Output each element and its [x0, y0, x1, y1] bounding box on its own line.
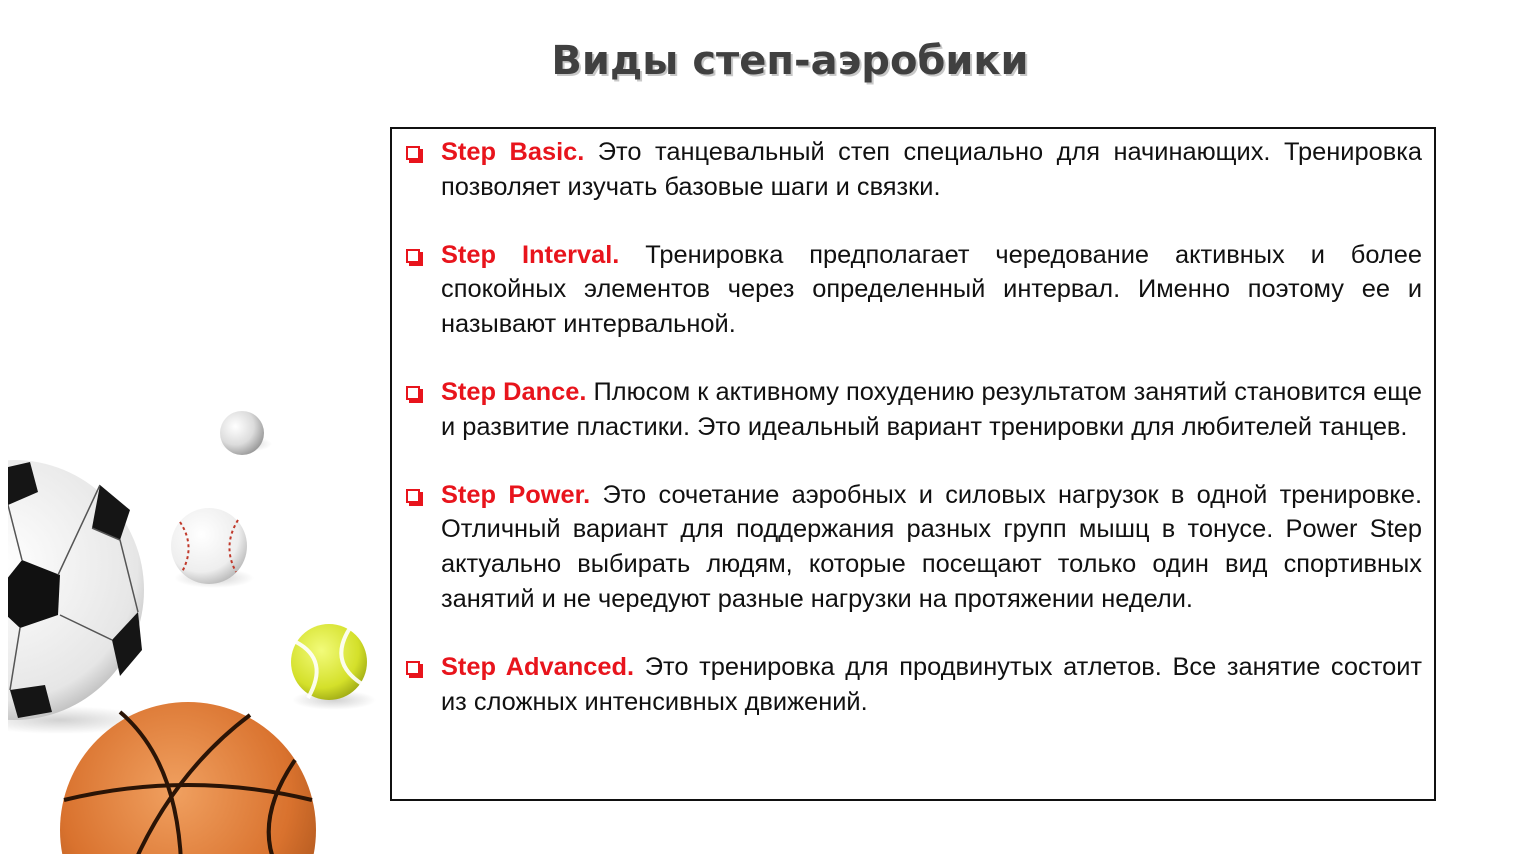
step-term: Step Power. — [441, 480, 603, 509]
checkbox-bullet-icon — [406, 249, 420, 263]
baseball-icon — [171, 508, 254, 588]
step-term: Step Dance. — [441, 377, 594, 406]
tennis-ball-icon — [291, 624, 376, 710]
step-term: Step Advanced. — [441, 652, 645, 681]
step-term: Step Basic. — [441, 138, 598, 166]
list-item — [406, 375, 1422, 445]
list-item — [406, 650, 1422, 720]
step-description: Тренировка предполагает чередование активных и более спокойных элементов через определенный интервал. Именно поэтому ее и называют интервальной. — [441, 240, 1422, 339]
checkbox-bullet-icon — [406, 386, 420, 400]
content-box — [390, 127, 1436, 801]
checkbox-bullet-icon — [406, 661, 420, 675]
step-description: Это сочетание аэробных и силовых нагрузок в одной тренировке. Отличный вариант для поддержания разных групп мышц в тонусе. Power Step актуально выбирать людям, которые посещают только один вид спортивных занятий и не чередуют разные нагрузки на протяжении недели. — [441, 480, 1423, 613]
sports-balls-illustration — [0, 0, 400, 864]
list-item — [406, 135, 1422, 205]
slide-title: Виды степ-аэробики — [551, 38, 1029, 84]
soccer-ball-icon — [0, 460, 150, 734]
step-description: Это тренировка для продвинутых атлетов. Все занятие состоит из сложных интенсивных движений. — [441, 652, 1423, 716]
step-description: Это танцевальный степ специально для начинающих. Тренировка позволяет изучать базовые шаги и связки. — [441, 138, 1422, 201]
golf-ball-icon — [220, 411, 272, 455]
list-item — [406, 238, 1422, 342]
list-item — [406, 478, 1422, 617]
checkbox-bullet-icon — [406, 146, 420, 160]
step-term: Step Interval. — [441, 240, 646, 269]
step-description: Плюсом к активному похудению результатом занятий становится еще и развитие пластики. Это идеальный вариант тренировки для любителей танцев. — [441, 377, 1422, 441]
checkbox-bullet-icon — [406, 489, 420, 503]
